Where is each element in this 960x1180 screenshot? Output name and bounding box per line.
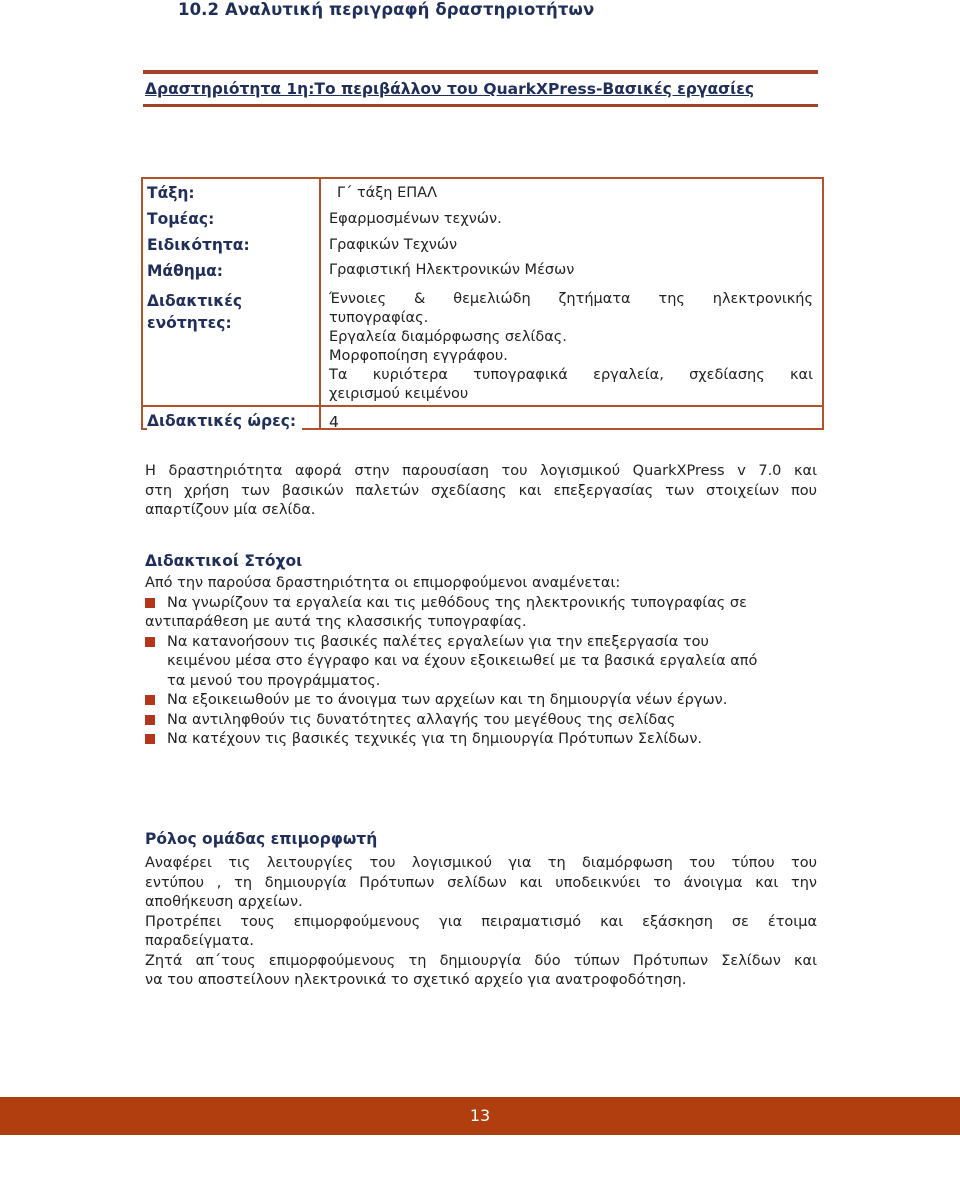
square-bullet-icon xyxy=(145,734,155,744)
square-bullet-icon xyxy=(145,715,155,725)
intro-line: απαρτίζουν μία σελίδα. xyxy=(145,502,316,518)
square-bullet-icon xyxy=(145,695,155,705)
role-line: Ζητά απ΄τους επιμορφούμενους τη δημιουργία δύο τύπων Πρότυπων Σελίδων και xyxy=(145,952,817,969)
list-item xyxy=(145,633,817,692)
role-line: εντύπου , τη δημιουργία Πρότυπων σελίδων και υποδεικνύει το άνοιγμα και την xyxy=(145,874,817,891)
role-line: Αναφέρει τις λειτουργίες του λογισμικού για τη διαμόρφωση του τύπου του xyxy=(145,855,817,871)
section-title: 10.2 Αναλυτική περιγραφή δραστηριοτήτων xyxy=(178,0,595,19)
role-line: αποθήκευση αρχείων. xyxy=(145,894,303,910)
table-column-divider xyxy=(319,179,321,428)
hours-label: Διδακτικές ώρες: xyxy=(147,412,302,430)
units-label-cont: ενότητες: xyxy=(147,314,232,332)
objective-text: Να γνωρίζουν τα εργαλεία και τις μεθόδους της ηλεκτρονικής τυπογραφίας σε xyxy=(167,594,747,611)
specialty-value: Γραφικών Τεχνών xyxy=(329,237,458,253)
objective-text: Να κατανοήσουν τις βασικές παλέτες εργαλείων για την επεξεργασία του xyxy=(167,633,709,650)
role-line: Προτρέπει τους επιμορφούμενους για πειραματισμό και εξάσκηση σε έτοιμα xyxy=(145,913,817,930)
objectives-lead: Από την παρούσα δραστηριότητα οι επιμορφούμενοι αναμένεται: xyxy=(145,575,621,591)
square-bullet-icon xyxy=(145,598,155,608)
square-bullet-icon xyxy=(145,637,155,647)
list-item xyxy=(145,730,817,750)
info-table xyxy=(141,177,824,430)
objective-text: Να κατέχουν τις βασικές τεχνικές για τη δημιουργία Πρότυπων Σελίδων. xyxy=(167,731,703,747)
list-item xyxy=(145,691,817,711)
units-line: Τα κυριότερα τυπογραφικά εργαλεία, σχεδίασης και xyxy=(329,367,813,383)
objective-text: Να εξοικειωθούν με το άνοιγμα των αρχείων και τη δημιουργία νέων έργων. xyxy=(167,692,728,708)
class-label: Τάξη: xyxy=(147,184,195,202)
hours-value: 4 xyxy=(329,413,339,431)
units-line: τυπογραφίας. xyxy=(329,310,429,326)
activity-title: Δραστηριότητα 1η:Το περιβάλλον του QuarkXPress-Βασικές εργασίες xyxy=(145,80,755,98)
units-line: χειρισμού κειμένου xyxy=(329,386,469,402)
objective-text: αντιπαράθεση με αυτά της κλασσικής τυπογραφίας. xyxy=(145,614,527,630)
course-value: Γραφιστική Ηλεκτρονικών Μέσων xyxy=(329,262,575,278)
intro-line: Η δραστηριότητα αφορά στην παρουσίαση του λογισμικού QuarkXPress v 7.0 και xyxy=(145,463,817,479)
sector-value: Εφαρμοσμένων τεχνών. xyxy=(329,211,502,227)
list-item xyxy=(145,594,817,633)
objectives-list xyxy=(145,594,817,750)
objective-text: Να αντιληφθούν τις δυνατότητες αλλαγής του μεγέθους της σελίδας xyxy=(167,711,676,728)
units-line: Έννοιες & θεμελιώδη ζητήματα της ηλεκτρονικής xyxy=(329,291,813,307)
role-line: να του αποστείλουν ηλεκτρονικά το σχετικό αρχείο για ανατροφοδότηση. xyxy=(145,972,687,988)
objective-text: κειμένου μέσα στο έγγραφο και να έχουν εξοικειωθεί με τα βασικά εργαλεία από xyxy=(167,653,758,669)
trainer-role-heading: Ρόλος ομάδας επιμορφωτή xyxy=(145,830,378,848)
units-label: Διδακτικές xyxy=(147,292,243,310)
intro-paragraph xyxy=(145,462,817,521)
page-footer xyxy=(0,1097,960,1135)
units-line: Εργαλεία διαμόρφωσης σελίδας. xyxy=(329,329,567,345)
activity-title-box xyxy=(143,70,818,107)
intro-line: στη χρήση των βασικών παλετών σχεδίασης και επεξεργασίας των στοιχείων που xyxy=(145,482,817,499)
objectives-section xyxy=(145,574,817,750)
class-value: Γ΄ τάξη ΕΠΑΛ xyxy=(337,185,438,201)
objectives-heading: Διδακτικοί Στόχοι xyxy=(145,552,303,570)
sector-label: Τομέας: xyxy=(147,210,215,228)
page-number: 13 xyxy=(469,1106,491,1125)
units-list xyxy=(329,290,813,404)
course-label: Μάθημα: xyxy=(147,262,224,280)
specialty-label: Ειδικότητα: xyxy=(147,236,250,254)
units-line: Μορφοποίηση εγγράφου. xyxy=(329,348,508,364)
objective-text: τα μενού του προγράμματος. xyxy=(167,672,381,689)
list-item xyxy=(145,711,817,731)
hours-row-border xyxy=(141,405,824,407)
role-line: παραδείγματα. xyxy=(145,933,254,949)
trainer-role-text xyxy=(145,854,817,991)
